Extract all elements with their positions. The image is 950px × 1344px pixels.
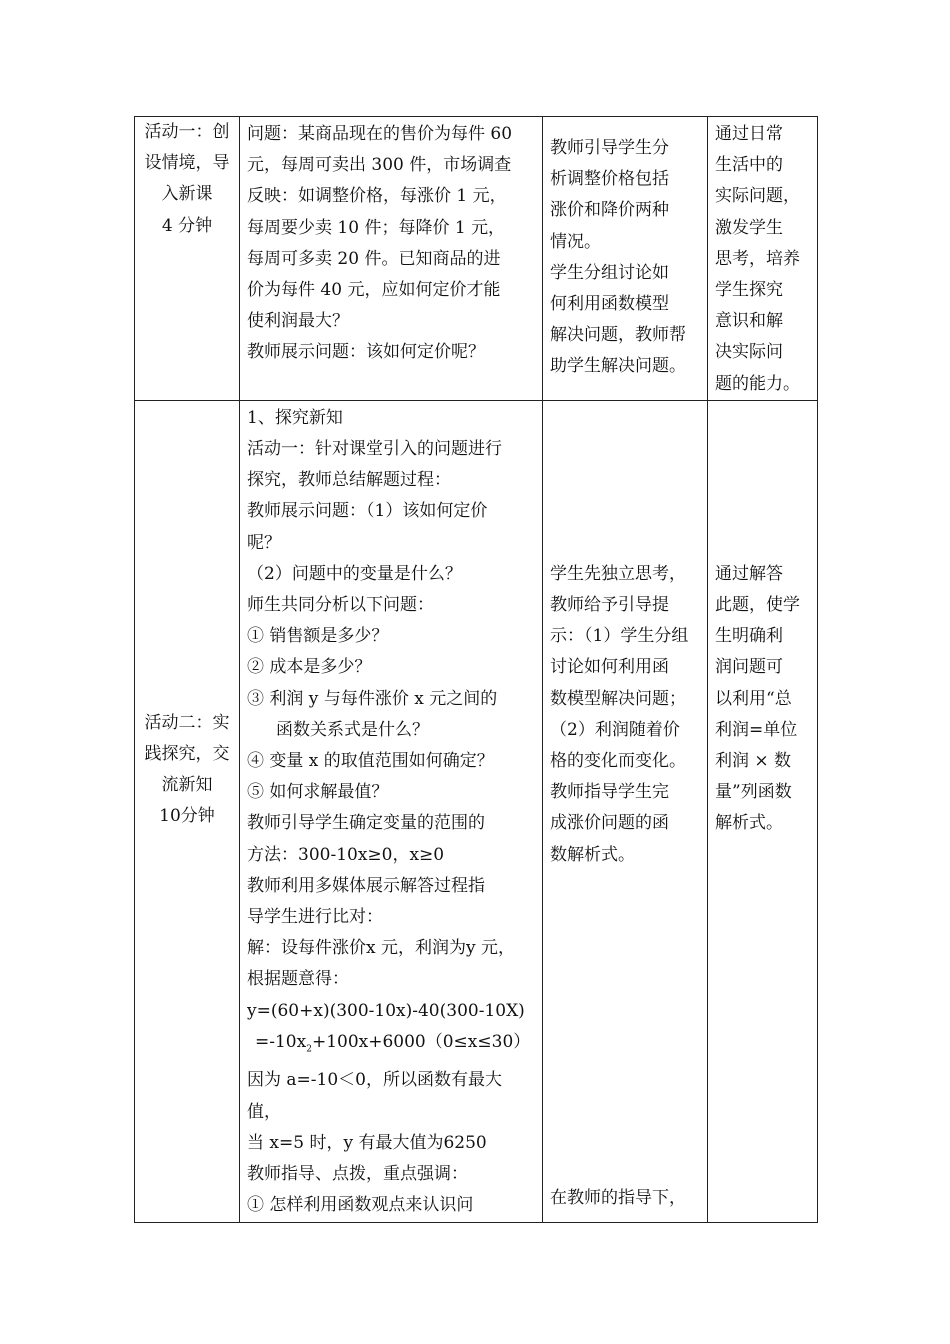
content-line: 师生共同分析以下问题： — [247, 595, 434, 616]
intent-line: 通过日常 — [715, 124, 783, 144]
content-line: ① 怎样利用函数观点来认识问 — [247, 1195, 474, 1216]
cell-spacer — [715, 403, 811, 559]
student-activity-cell — [543, 400, 708, 1222]
design-intent-cell — [708, 117, 818, 401]
student-line: 教师指导学生完 — [550, 782, 669, 803]
student-line: 格的变化而变化。 — [550, 751, 686, 772]
question-item: ② 成本是多少？ — [247, 657, 372, 678]
content-line: 每周可多卖 20 件。已知商品的进 — [247, 248, 501, 269]
solution-line: 因为 a=-10＜0，所以函数有最大 — [247, 1070, 502, 1091]
content-line: 教师引导学生确定变量的范围的 — [247, 813, 485, 834]
intent-line: 利润=单位 — [715, 719, 798, 740]
section-heading: 1、探究新知 — [247, 407, 343, 428]
content-line: 方法：300-10x≥0，x≥0 — [247, 844, 445, 865]
student-line: 何利用函数模型 — [550, 294, 669, 315]
content-line: 每周要少卖 10 件；每降价 1 元， — [247, 217, 506, 238]
intent-line: 解析式。 — [715, 813, 783, 834]
content-line: 教师指导、点拨，重点强调： — [247, 1164, 468, 1185]
student-line: 教师给予引导提 — [550, 595, 669, 616]
content-line: 探究，教师总结解题过程： — [247, 470, 451, 491]
student-line: 析调整价格包括 — [550, 169, 669, 190]
formula-line: y=(60+x)(300-10x)-40(300-10X) — [247, 1000, 525, 1021]
student-line: （2）利润随着价 — [550, 719, 680, 740]
content-cell — [240, 117, 543, 401]
student-line: 在教师的指导下， — [550, 1187, 686, 1208]
question-item-continued: 函数关系式是什么？ — [276, 719, 429, 740]
question-item: ④ 变量 x 的取值范围如何确定？ — [247, 751, 494, 772]
student-line: 数解析式。 — [550, 844, 635, 865]
table-row-activity-1 — [135, 117, 818, 401]
content-line: 使利润最大？ — [247, 311, 349, 332]
intent-line: 利润 × 数 — [715, 751, 792, 772]
question-item: ⑤ 如何求解最值？ — [247, 782, 389, 803]
activity-line: 入新课 — [161, 184, 213, 205]
formula-line — [247, 1027, 536, 1066]
activity-line: 活动一：创 — [144, 122, 230, 142]
content-line: 反映：如调整价格，每涨价 1 元， — [247, 186, 507, 207]
content-cell — [240, 400, 543, 1222]
solution-line: 值， — [247, 1101, 281, 1122]
content-line: 教师展示问题：（1）该如何定价 — [247, 501, 488, 522]
student-activity-cell — [543, 117, 708, 401]
lesson-plan-table — [134, 116, 818, 1223]
intent-line: 激发学生 — [715, 217, 783, 238]
activity-line: 流新知 — [161, 775, 213, 796]
activity-duration: 4 分钟 — [161, 215, 213, 236]
intent-line: 生明确利 — [715, 626, 783, 647]
content-line: 元，每周可卖出 300 件，市场调查 — [247, 155, 512, 176]
table-row-activity-2 — [135, 400, 818, 1222]
student-line: 讨论如何利用函 — [550, 657, 669, 678]
intent-line: 量”列函数 — [715, 782, 792, 803]
student-line: 学生先独立思考， — [550, 563, 686, 584]
activity-cell — [135, 400, 240, 1222]
student-line: 示：（1）学生分组 — [550, 626, 689, 647]
student-line: 助学生解决问题。 — [550, 356, 686, 377]
activity-line: 践探究，交 — [144, 744, 230, 765]
formula-exponent: 2 — [306, 1044, 312, 1055]
intent-line: 思考，培养 — [715, 248, 800, 269]
intent-line: 此题，使学 — [715, 595, 800, 616]
student-line: 学生分组讨论如 — [550, 262, 669, 283]
student-line: 涨价和降价两种 — [550, 200, 669, 221]
content-line: 呢？ — [247, 532, 281, 553]
intent-line: 生活中的 — [715, 155, 783, 176]
solution-line: 根据题意得： — [247, 969, 349, 990]
intent-line: 以利用“总 — [715, 688, 792, 709]
intent-line: 润问题可 — [715, 657, 783, 678]
student-line: 成涨价问题的函 — [550, 813, 669, 834]
student-line: 数模型解决问题； — [550, 688, 686, 709]
formula-part: +100x+6000（0≤x≤30） — [311, 1031, 531, 1052]
intent-line: 实际问题， — [715, 186, 800, 207]
activity-line: 活动二：实 — [144, 712, 230, 733]
content-line: 导学生进行比对： — [247, 907, 383, 928]
content-line: 教师利用多媒体展示解答过程指 — [247, 875, 485, 896]
activity-duration: 10分钟 — [159, 806, 215, 827]
cell-spacer — [550, 403, 701, 559]
question-item: ① 销售额是多少？ — [247, 626, 389, 647]
content-line: 活动一：针对课堂引入的问题进行 — [247, 439, 502, 460]
activity-cell — [135, 117, 240, 401]
activity-line: 设情境，导 — [144, 153, 230, 174]
formula-part: =-10x — [255, 1031, 307, 1052]
intent-line: 决实际问 — [715, 342, 783, 363]
intent-line: 意识和解 — [715, 311, 783, 332]
content-line: 价为每件 40 元，应如何定价才能 — [247, 280, 501, 301]
content-line: 教师展示问题：该如何定价呢？ — [247, 342, 485, 363]
student-line: 情况。 — [550, 231, 601, 252]
student-line: 教师引导学生分 — [550, 138, 669, 158]
intent-line: 题的能力。 — [715, 373, 800, 394]
question-item: ③ 利润 y 与每件涨价 x 元之间的 — [247, 688, 498, 709]
solution-line: 当 x=5 时，y 有最大值为6250 — [247, 1132, 487, 1153]
content-line: （2）问题中的变量是什么？ — [247, 563, 462, 584]
content-line: 问题：某商品现在的售价为每件 60 — [247, 124, 513, 144]
design-intent-cell — [708, 400, 818, 1222]
intent-line: 学生探究 — [715, 280, 783, 301]
student-line: 解决问题，教师帮 — [550, 325, 686, 346]
intent-line: 通过解答 — [715, 563, 783, 584]
solution-line: 解：设每件涨价x 元，利润为y 元， — [247, 938, 515, 959]
